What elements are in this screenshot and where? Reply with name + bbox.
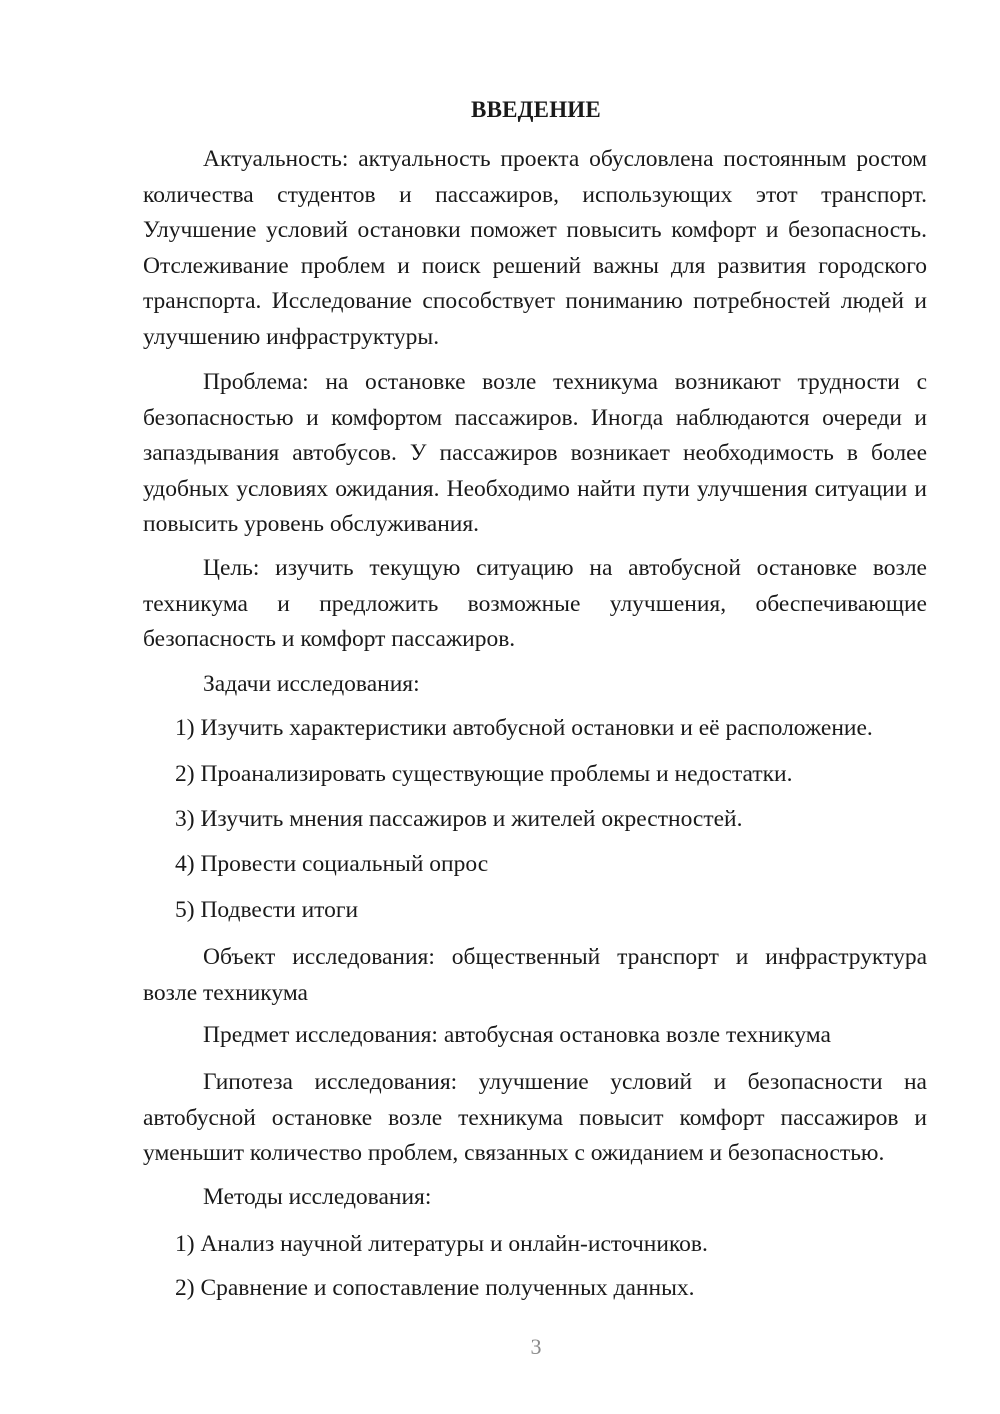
- list-item: 5) Подвести итоги: [175, 897, 359, 923]
- list-item: 3) Изучить мнения пассажиров и жителей окрестностей.: [175, 806, 743, 832]
- methods-heading: Методы исследования:: [203, 1184, 432, 1210]
- section-title: ВВЕДЕНИЕ: [471, 97, 601, 122]
- list-item: 2) Проанализировать существующие проблемы и недостатки.: [175, 761, 793, 787]
- list-item: 1) Анализ научной литературы и онлайн-источников.: [175, 1231, 708, 1257]
- paragraph-hypothesis: Гипотеза исследования: улучшение условий и безопасности на автобусной остановке возле техникума повысит комфорт пассажиров и уменьшит количество проблем, связанных с ожиданием и безопасностью.: [143, 1069, 927, 1166]
- list-item: 1) Изучить характеристики автобусной остановки и её расположение.: [175, 715, 873, 741]
- list-item: 2) Сравнение и сопоставление полученных данных.: [175, 1275, 695, 1301]
- list-item: 4) Провести социальный опрос: [175, 851, 489, 877]
- paragraph-problem: Проблема: на остановке возле техникума возникают трудности с безопасностью и комфортом пассажиров. Иногда наблюдаются очереди и запаздывания автобусов. У пассажиров возникает необходимость в более удобных условиях ожидания. Необходимо найти пути улучшения ситуации и повысить уровень обслуживания.: [143, 369, 927, 537]
- paragraph-object: Объект исследования: общественный транспорт и инфраструктура возле техникума: [143, 944, 927, 1006]
- paragraph-subject: Предмет исследования: автобусная остановка возле техникума: [203, 1022, 831, 1048]
- tasks-heading: Задачи исследования:: [203, 671, 420, 697]
- paragraph-goal: Цель: изучить текущую ситуацию на автобусной остановке возле техникума и предложить возможные улучшения, обеспечивающие безопасность и комфорт пассажиров.: [143, 555, 927, 652]
- page-number: 3: [530, 1334, 542, 1359]
- paragraph-relevance: Актуальность: актуальность проекта обусловлена постоянным ростом количества студентов и пассажиров, использующих этот транспорт. Улучшение условий остановки поможет повысить комфорт и безопасность. Отслеживание проблем и поиск решений важны для развития городского транспорта. Исследование способствует пониманию потребностей людей и улучшению инфраструктуры.: [143, 146, 927, 350]
